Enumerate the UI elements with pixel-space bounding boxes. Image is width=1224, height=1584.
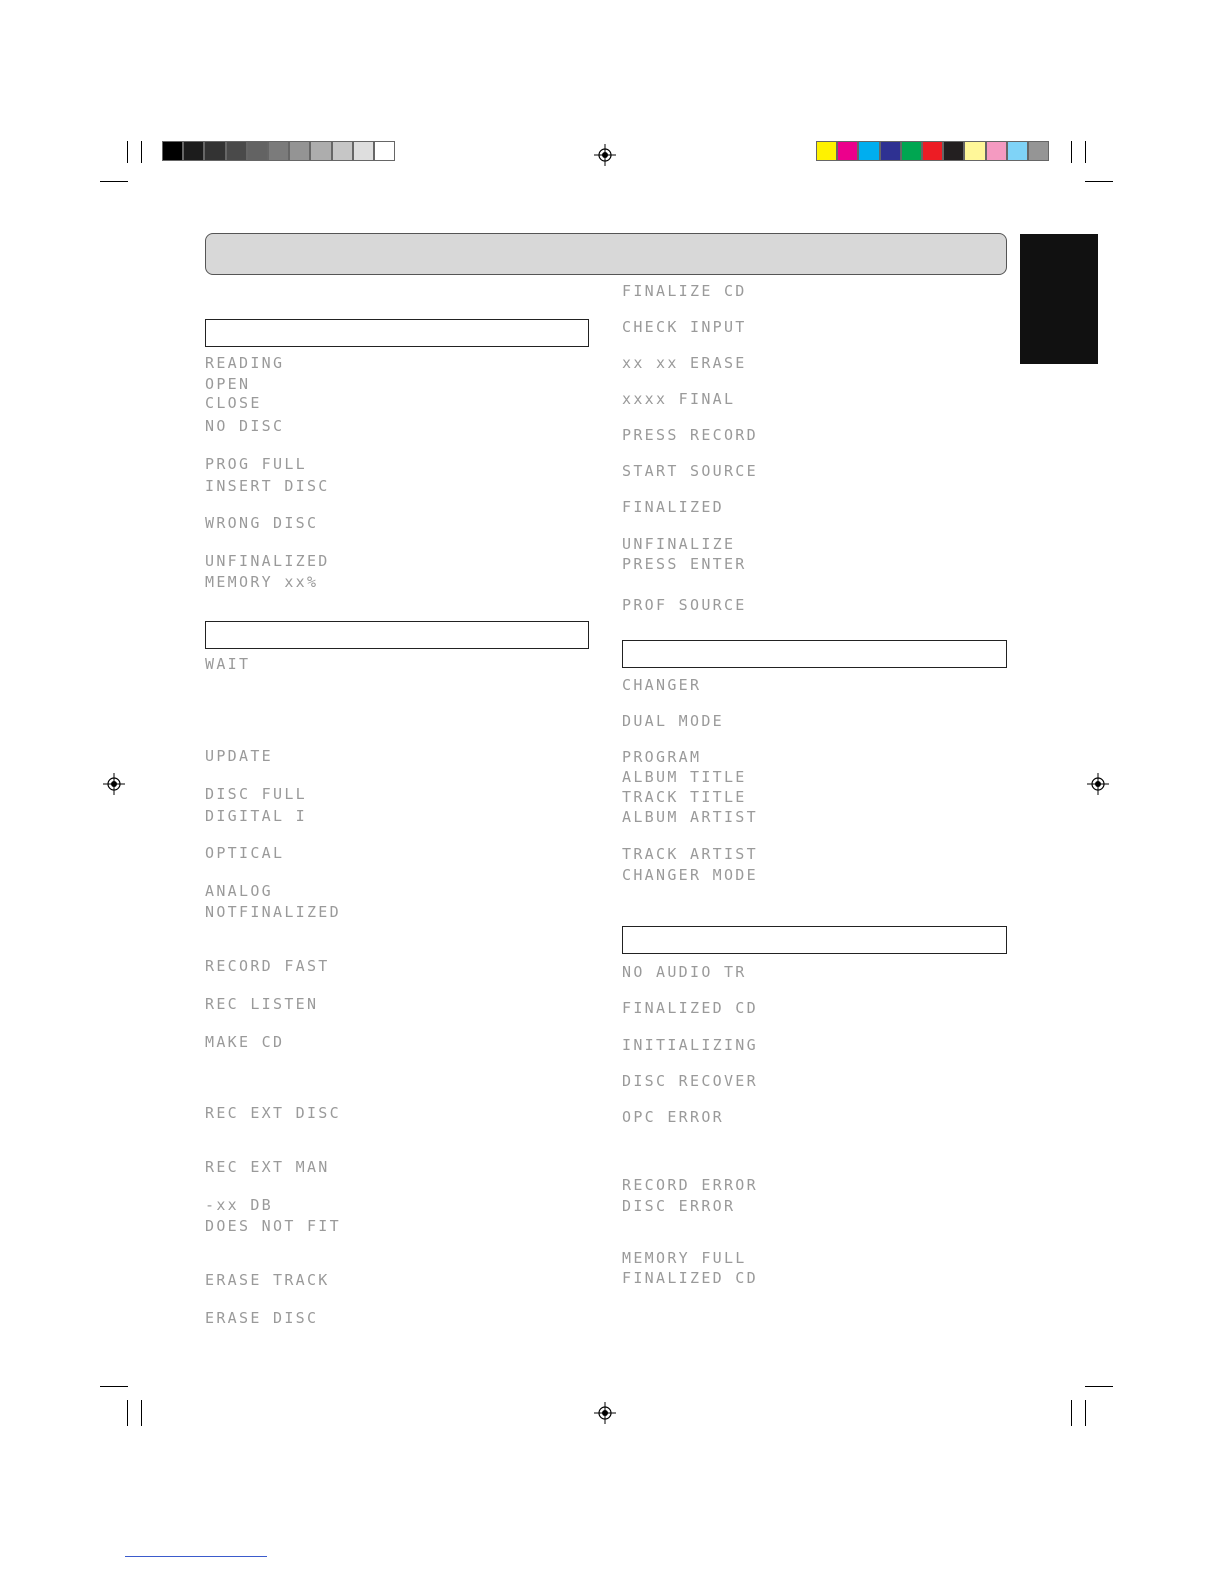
color-swatch [901,141,922,161]
color-swatch [353,141,374,161]
display-message: OPC ERROR [622,1108,724,1126]
color-swatch [310,141,331,161]
display-message: DISC RECOVER [622,1072,758,1090]
display-message: FINALIZED CD [622,1269,758,1287]
display-message: ERASE TRACK [205,1271,330,1289]
display-message: UNFINALIZE [622,535,736,553]
display-message: ERASE DISC [205,1309,319,1327]
language-tab [1020,234,1098,364]
display-message: REC EXT MAN [205,1158,330,1176]
registration-mark-icon [103,773,125,795]
display-message: ALBUM ARTIST [622,808,758,826]
display-message: ANALOG [205,882,273,900]
color-swatch [1007,141,1028,161]
display-message: MAKE CD [205,1033,285,1051]
display-message: DISC ERROR [622,1197,736,1215]
display-message: PRESS ENTER [622,555,747,573]
display-message: OPEN [205,375,251,393]
color-swatch [986,141,1007,161]
display-message: DIGITAL I [205,807,307,825]
section-header-box [205,319,589,347]
registration-mark-icon [594,1402,616,1424]
display-message: CLOSE [205,394,262,412]
color-swatch [880,141,901,161]
display-message: PROGRAM [622,748,702,766]
display-message: NO DISC [205,417,285,435]
display-message: REC EXT DISC [205,1104,341,1122]
color-swatch [858,141,879,161]
color-swatch [332,141,353,161]
display-message: PRESS RECORD [622,426,758,444]
display-message: START SOURCE [622,462,758,480]
display-message: xxxx FINAL [622,390,736,408]
color-swatch [374,141,395,161]
display-message: TRACK TITLE [622,788,747,806]
section-header-box [622,926,1007,954]
display-message: READING [205,354,285,372]
section-header-box [205,621,589,649]
display-message: INITIALIZING [622,1036,758,1054]
display-message: DUAL MODE [622,712,724,730]
display-message: INSERT DISC [205,477,330,495]
display-message: UNFINALIZED [205,552,330,570]
display-message: FINALIZED [622,498,724,516]
display-message: FINALIZED CD [622,999,758,1017]
color-swatch [922,141,943,161]
display-message: PROG FULL [205,455,307,473]
display-message: MEMORY FULL [622,1249,747,1267]
color-swatch [162,141,183,161]
display-message: DOES NOT FIT [205,1217,341,1235]
color-swatch [204,141,225,161]
color-swatch [183,141,204,161]
registration-mark-icon [594,144,616,166]
display-message: RECORD FAST [205,957,330,975]
display-message: PROF SOURCE [622,596,747,614]
color-swatch [226,141,247,161]
color-swatch [816,141,837,161]
registration-mark-icon [1087,773,1109,795]
display-message: REC LISTEN [205,995,319,1013]
display-message: -xx DB [205,1196,273,1214]
color-swatch [247,141,268,161]
display-message: ALBUM TITLE [622,768,747,786]
color-swatch [837,141,858,161]
display-message: UPDATE [205,747,273,765]
display-message: RECORD ERROR [622,1176,758,1194]
page-title-banner [205,233,1007,275]
display-message: MEMORY xx% [205,573,319,591]
display-message: xx xx ERASE [622,354,747,372]
display-message: FINALIZE CD [622,282,747,300]
display-message: WAIT [205,655,251,673]
section-header-box [622,640,1007,668]
color-swatch [943,141,964,161]
footer-rule [125,1556,267,1557]
display-message: CHECK INPUT [622,318,747,336]
display-message: CHANGER [622,676,702,694]
display-message: CHANGER MODE [622,866,758,884]
display-message: DISC FULL [205,785,307,803]
color-swatch [268,141,289,161]
display-message: WRONG DISC [205,514,319,532]
display-message: NOTFINALIZED [205,903,341,921]
color-swatch [1028,141,1049,161]
display-message: TRACK ARTIST [622,845,758,863]
color-swatch [964,141,985,161]
color-swatch [289,141,310,161]
display-message: NO AUDIO TR [622,963,747,981]
display-message: OPTICAL [205,844,285,862]
